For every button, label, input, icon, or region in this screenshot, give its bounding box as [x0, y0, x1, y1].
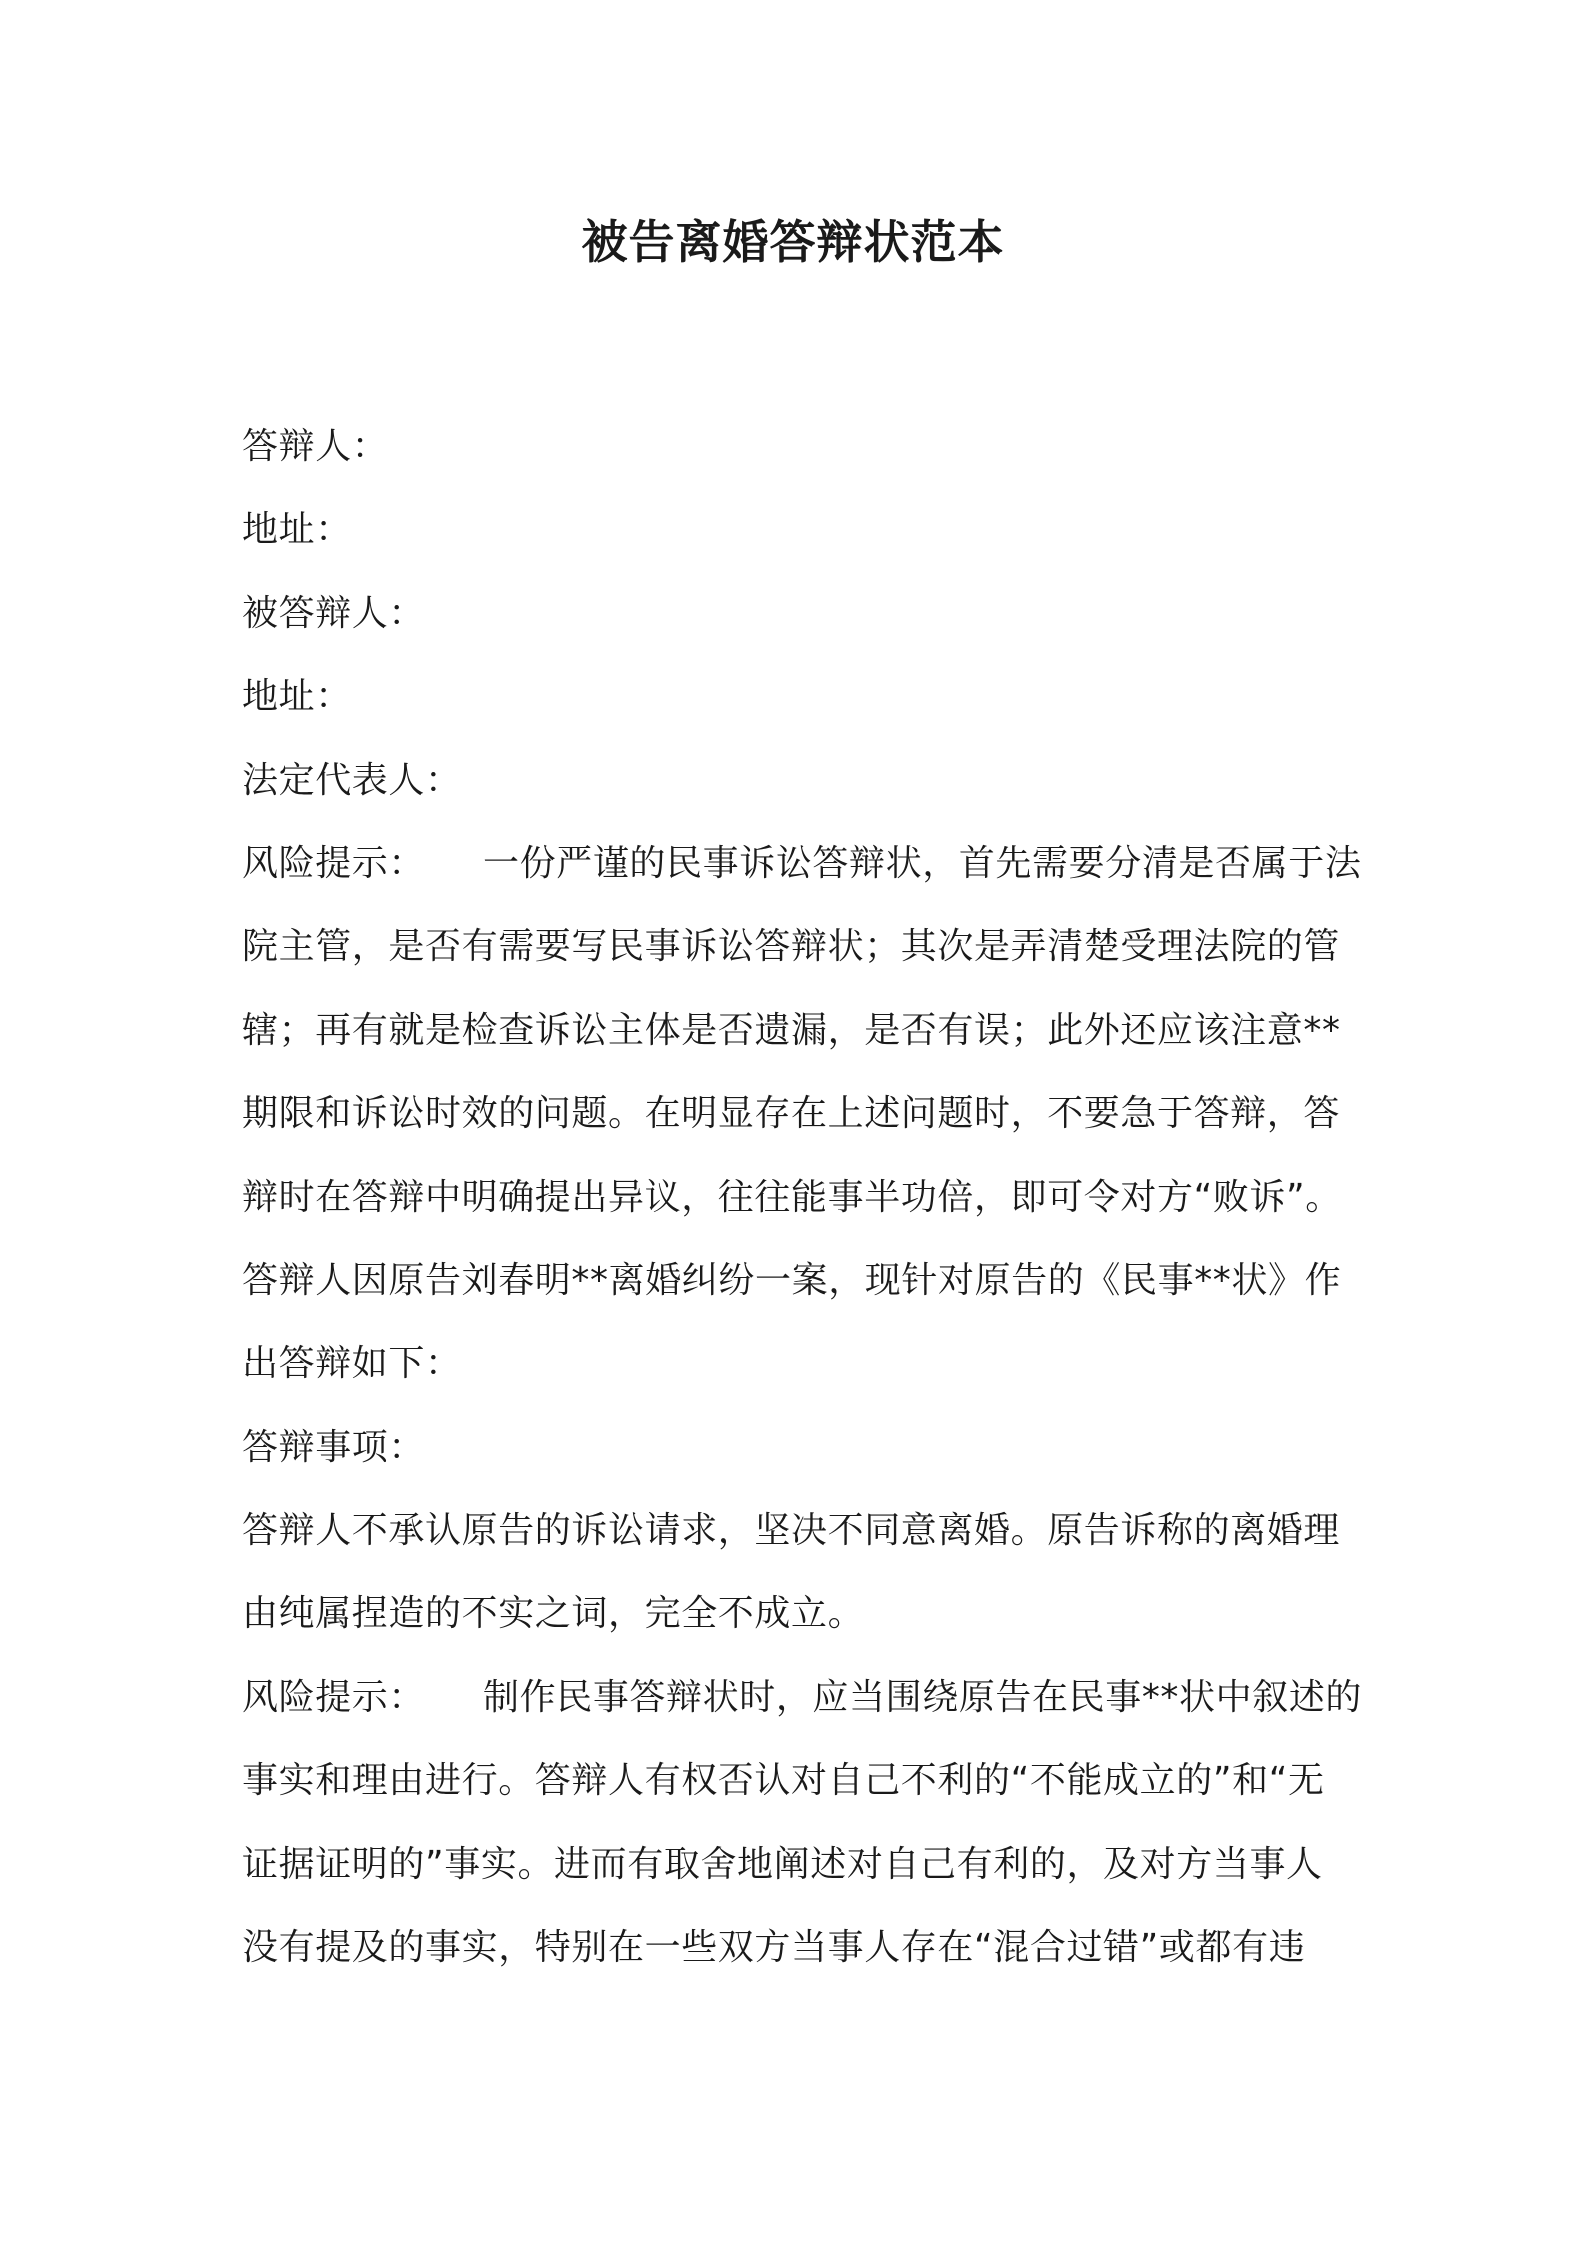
risk-tip-1-label: 风险提示：	[242, 842, 426, 884]
risk-tip-1-line: 辩时在答辩中明确提出异议，往往能事半功倍，即可令对方“败诉”。	[242, 1176, 1342, 1218]
intro-line: 答辩人因原告刘春明**离婚纠纷一案，现针对原告的《民事**状》作	[242, 1259, 1342, 1301]
risk-tip-1-line: 辖；再有就是检查诉讼主体是否遗漏，是否有误；此外还应该注意**	[242, 1009, 1341, 1051]
legal-representative-label: 法定代表人：	[242, 759, 462, 801]
counter-respondent-address-label: 地址：	[242, 676, 352, 718]
matters-line: 由纯属捏造的不实之词，完全不成立。	[242, 1593, 865, 1635]
risk-tip-2-first-line	[242, 1656, 1362, 1739]
risk-tip-1-line: 院主管，是否有需要写民事诉讼答辩状；其次是弄清楚受理法院的管	[242, 926, 1341, 968]
matters-heading: 答辩事项：	[242, 1426, 426, 1468]
risk-tip-2-line: 证据证明的”事实。进而有取舍地阐述对自己有利的，及对方当事人	[242, 1843, 1323, 1885]
respondent-field-label: 答辩人：	[242, 426, 389, 467]
risk-tip-2-text: 制作民事答辩状时，应当围绕原告在民事**状中叙述的	[483, 1676, 1363, 1718]
risk-tip-1-first-line	[242, 822, 1362, 905]
counter-respondent-field-label: 被答辩人：	[242, 592, 426, 634]
risk-tip-2-line: 事实和理由进行。答辩人有权否认对自己不利的“不能成立的”和“无	[242, 1760, 1325, 1802]
intro-line: 出答辩如下：	[242, 1343, 462, 1385]
risk-tip-2-line: 没有提及的事实，特别在一些双方当事人存在“混合过错”或都有违	[242, 1927, 1306, 1969]
risk-tip-1-line: 期限和诉讼时效的问题。在明显存在上述问题时，不要急于答辩，答	[242, 1093, 1341, 1135]
risk-tip-1-text: 一份严谨的民事诉讼答辩状，首先需要分清是否属于法	[483, 842, 1362, 884]
matters-line: 答辩人不承认原告的诉讼请求，坚决不同意离婚。原告诉称的离婚理	[242, 1510, 1341, 1552]
document-body	[242, 405, 1362, 1989]
document-title: 被告离婚答辩状范本	[581, 215, 1005, 269]
risk-tip-2-label: 风险提示：	[242, 1676, 426, 1718]
respondent-address-label: 地址：	[242, 509, 352, 551]
